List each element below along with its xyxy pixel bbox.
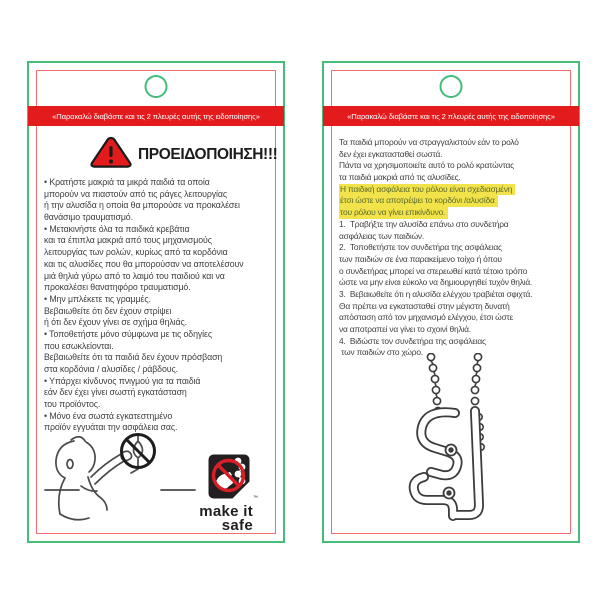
text-line: μιά θηλιά γύρω από το λαιμό του παιδιού και να	[44, 270, 225, 281]
warning-body-text	[44, 177, 277, 434]
trademark-symbol: ™	[253, 495, 258, 501]
text-line: Πάντα να χρησιμοποιείτε αυτό το ρολό κρατώντας	[339, 160, 514, 171]
text-line: εάν δεν έχει γίνει σωστή εγκατάσταση	[44, 387, 187, 398]
read-both-sides-banner: «Παρακαλώ διαβάστε και τις 2 πλευρές αυτής της ειδοποίησης»	[323, 106, 579, 126]
child-reaching-cord-illustration	[41, 433, 199, 530]
text-line: στα κορδόνια / αλυσίδες / ράβδους.	[44, 364, 178, 374]
text-line: απόσταση από τον μηχανισμό ελέγχου, έτσι ώστε	[339, 312, 514, 323]
logo-text-line1: make it	[199, 503, 253, 520]
front-illustration-area	[41, 438, 273, 532]
text-line: ασφάλειας των παιδιών.	[339, 230, 425, 241]
text-line: ο συνδετήρας μπορεί να στερεωθεί κατά τέτοιο τρόπο	[339, 265, 528, 276]
make-it-safe-mark-icon	[208, 454, 258, 505]
text-line: 3. Βεβαιωθείτε ότι η αλυσίδα ελέγχου τραβιέται σφιχτά.	[339, 288, 533, 299]
text-line: που εσωκλείονται.	[44, 340, 114, 351]
text-line: τα παιδιά μακριά από τις αλυσίδες.	[339, 172, 461, 183]
text-line: να αποτραπεί να γίνει το σχοινί θηλιά.	[339, 324, 471, 334]
text-line: • Τοποθετήστε μόνο σύμφωνα με τις οδηγίες	[44, 328, 212, 339]
text-line: λειτουργίας των ρολών, κυρίως από τα κορδόνια	[44, 247, 228, 258]
text-line: Βεβαιωθείτε ότι δεν έχουν στρίψει	[44, 305, 172, 316]
text-line: Τα παιδιά μπορούν να στραγγαλιστούν εάν το ρολό	[339, 137, 519, 147]
instructions-body-text	[339, 137, 572, 359]
text-line: • Κρατήστε μακριά τα μικρά παιδιά τα οποία	[44, 177, 210, 187]
text-line: ώστε να μην είναι εύκολο να δημιουργηθεί τυχόν θηλιά.	[339, 277, 533, 288]
warning-heading-row	[89, 136, 277, 174]
text-line: προκαλέσει θανατηφόρο τραυματισμό.	[44, 282, 191, 293]
text-line: • Μόνο ένα σωστά εγκατεστημένο	[44, 410, 173, 421]
text-line: • Υπάρχει κίνδυνος πνιγμού για τα παιδιά	[44, 375, 201, 386]
text-line: • Μην μπλέκετε τις γραμμές.	[44, 293, 151, 304]
logo-text-line2: safe	[221, 516, 253, 534]
warning-triangle-icon	[89, 136, 133, 174]
text-line: και τα έπιπλα μακριά από τους μηχανισμούς	[44, 235, 212, 246]
punch-hole-icon	[145, 75, 168, 98]
read-both-sides-banner: «Παρακαλώ διαβάστε και τις 2 πλευρές αυτής της ειδοποίησης»	[28, 106, 284, 126]
text-line: 4. Βιδώστε τον συνδετήρα της ασφάλειας	[339, 335, 486, 346]
text-line: 1. Τραβήξτε την αλυσίδα επάνω στο συνδετήρα	[339, 218, 509, 229]
text-line: του ρόλου να γίνει επικίνδυνο.	[339, 207, 448, 219]
text-line: και τις αλυσίδες που θα μπορούσαν να αποτελέσουν	[44, 258, 244, 269]
punch-hole-icon	[440, 75, 463, 98]
text-line: του προϊόντος.	[44, 399, 101, 410]
text-line: μπορούν να πιαστούν από τις ράγες λειτουργίας	[44, 188, 228, 199]
text-line: ή ότι δεν έχουν γίνει σε σχήμα θηλιάς.	[44, 317, 187, 328]
warning-title: ΠΡΟΕΙΔΟΠΟΙΗΣΗ!!!	[138, 146, 278, 163]
text-line: θανάσιμο τραυματισμό.	[44, 212, 133, 223]
text-line: προϊόν εγγυάται την ασφάλεια σας.	[44, 422, 178, 433]
text-line: έτσι ώστε να αποτρέψει το κορδόνι /αλυσίδα	[339, 195, 498, 207]
text-line: Η παιδική ασφάλεια του ρόλου είναι σχεδιασμένη	[339, 184, 515, 196]
text-line: των παιδιών στο χώρο.	[339, 347, 423, 358]
warning-tag-front	[27, 61, 285, 543]
text-line: ή την αλυσίδα η οποία θα μπορούσε να προκαλέσει	[44, 200, 240, 211]
text-line: • Μετακινήστε όλα τα παιδικά κρεβάτια	[44, 223, 190, 234]
text-line: Βεβαιωθείτε ότι τα παιδιά δεν έχουν πρόσβαση	[44, 352, 223, 363]
text-line: 2. Τοποθετήστε τον συνδετήρα της ασφάλειας	[339, 242, 502, 253]
chain-tensioner-illustration	[391, 353, 511, 536]
text-line: των παιδιών σε ένα παρακείμενο τοίχο ή όπου	[339, 253, 502, 264]
warning-tag-back	[322, 61, 580, 543]
text-line: Θα πρέπει να εγκατασταθεί στην μέγιστη δυνατή	[339, 300, 510, 311]
make-it-safe-logo	[199, 454, 258, 534]
text-line: δεν έχει εγκατασταθεί σωστά.	[339, 148, 443, 159]
